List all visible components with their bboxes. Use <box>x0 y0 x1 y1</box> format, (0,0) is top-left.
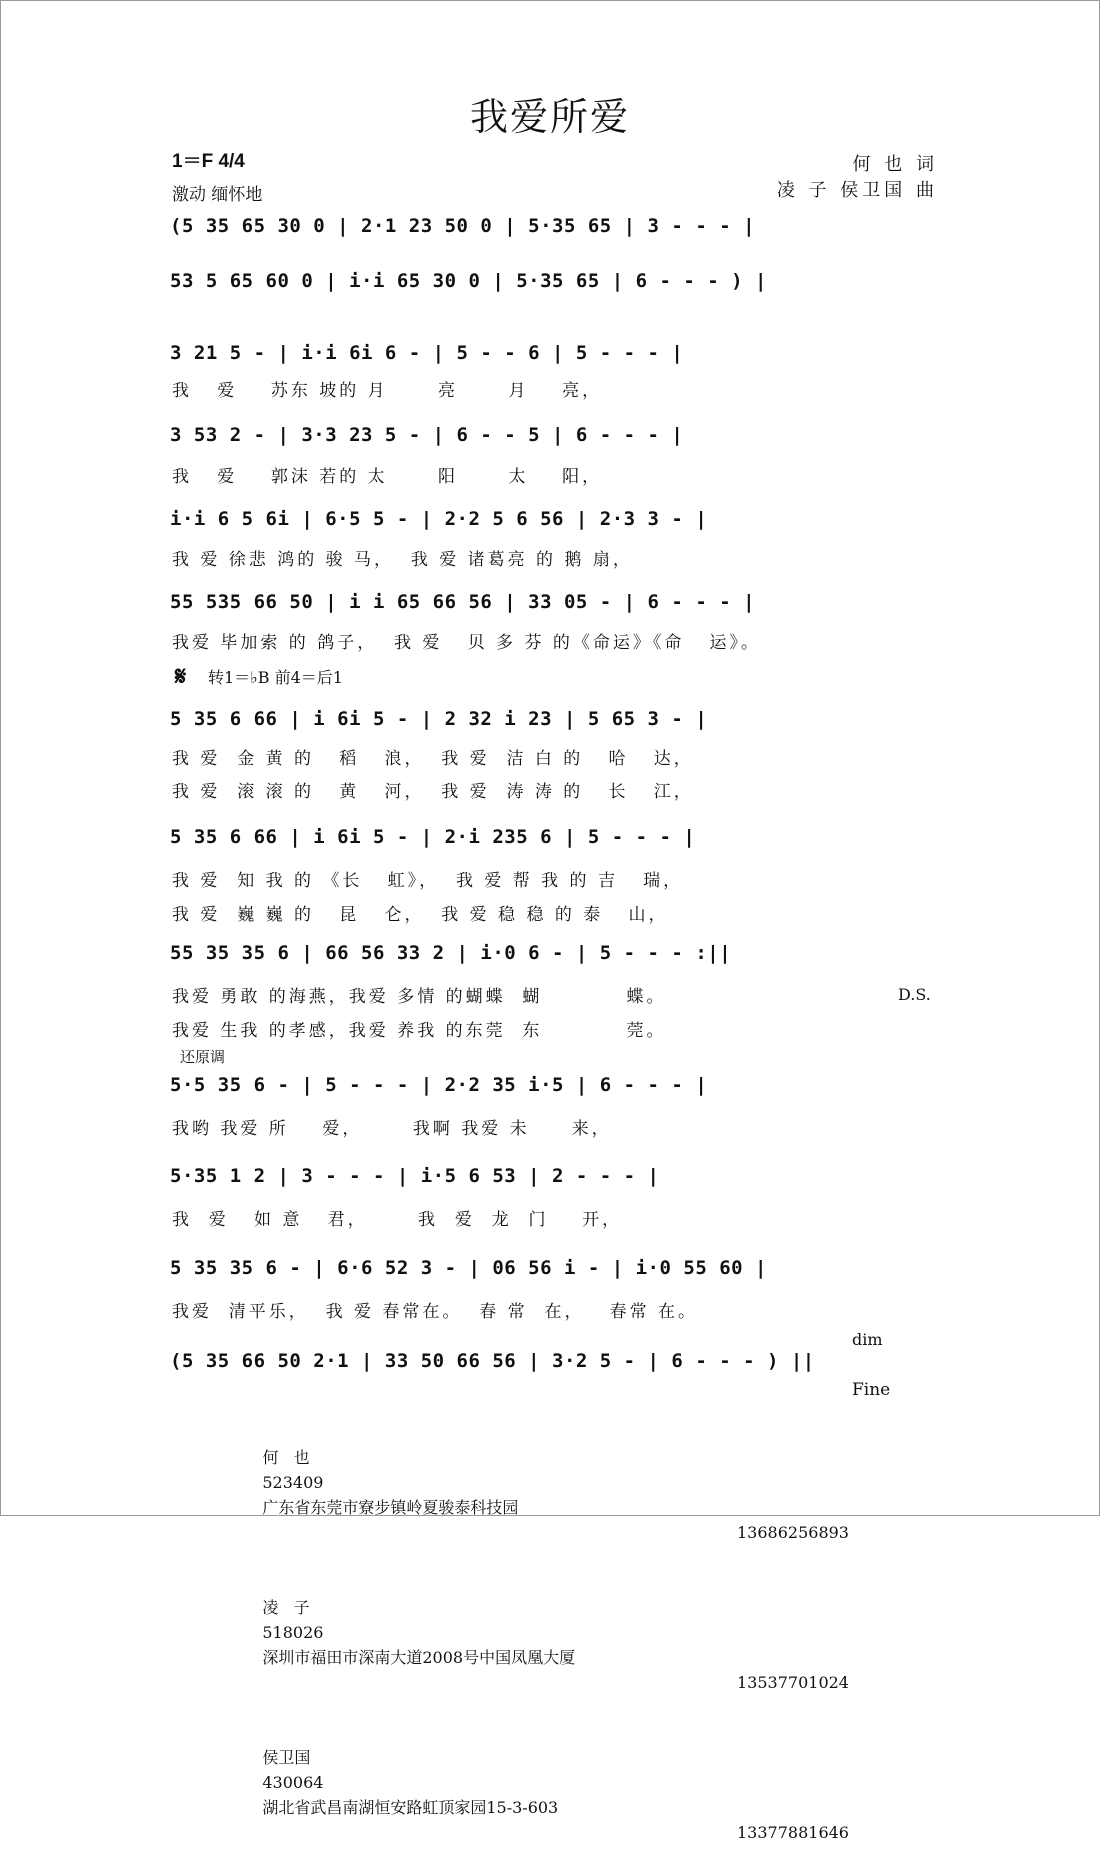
tempo-marking: 激动 缅怀地 <box>172 185 263 205</box>
contact-phone: 13377881646 <box>737 1823 849 1842</box>
notation-line: 5 35 35 6 - | 6·6 52 3 - | 06 56 i - | i·0 55 60 | <box>170 1257 767 1279</box>
contact-row <box>242 1570 849 1720</box>
composer-credit: 凌 子 侯卫国 曲 <box>776 180 938 201</box>
contact-row <box>242 1720 849 1870</box>
notation-line: 55 535 66 50 | i i 65 66 56 | 33 05 - | 6 - - - | <box>170 591 756 613</box>
contact-row <box>242 1420 849 1570</box>
contact-name: 侯卫国 <box>262 1748 311 1767</box>
notation-line: 5 35 6 66 | i 6i 5 - | 2·i 235 6 | 5 - - - | <box>170 826 696 848</box>
notation-line: 3 21 5 - | i·i 6i 6 - | 5 - - 6 | 5 - - - | <box>170 342 684 364</box>
contact-address: 湖北省武昌南湖恒安路虹顶家园15-3-603 <box>262 1798 559 1817</box>
notation-line: (5 35 65 30 0 | 2·1 23 50 0 | 5·35 65 | 3 - - - | <box>170 215 756 237</box>
restore-key-mark: 还原调 <box>180 1048 226 1066</box>
lyricist-credit: 何 也 词 <box>852 154 938 175</box>
dim-mark: dim <box>852 1330 883 1349</box>
notation-line: 5 35 6 66 | i 6i 5 - | 2 32 i 23 | 5 65 3 - | <box>170 708 708 730</box>
lyric-line: 我爱 清平乐， 我 爱 春常在。 春 常 在， 春常 在。 <box>172 1302 699 1322</box>
notation-line: 53 5 65 60 0 | i·i 65 30 0 | 5·35 65 | 6 - - - ) | <box>170 270 767 292</box>
lyric-line: 我爱 勇敢 的海燕，我爱 多情 的蝴蝶 蝴 蝶。 <box>172 987 667 1007</box>
ds-mark: D.S. <box>898 985 931 1004</box>
lyric-line: 我 爱 如 意 君， 我 爱 龙 门 开， <box>172 1210 623 1230</box>
notation-line: 3 53 2 - | 3·3 23 5 - | 6 - - 5 | 6 - - - | <box>170 424 684 446</box>
lyric-line: 我 爱 知 我 的 《长 虹》， 我 爱 帮 我 的 吉 瑞， <box>172 871 684 891</box>
contact-code: 430064 <box>262 1773 324 1792</box>
contact-phone: 13686256893 <box>737 1523 849 1542</box>
contact-phone: 13537701024 <box>737 1673 849 1692</box>
lyric-line: 我爱 毕加索 的 鸽子， 我 爱 贝 多 芬 的《命运》《命 运》。 <box>172 633 762 653</box>
key-signature: 1＝F 4/4 <box>172 151 245 172</box>
lyric-line: 我 爱 郭沫 若的 太 阳 太 阳， <box>172 467 603 487</box>
contact-code: 518026 <box>262 1623 324 1642</box>
contact-code: 523409 <box>262 1473 324 1492</box>
contact-name: 何 也 <box>262 1448 310 1467</box>
modulation-mark: 转1＝♭B 前4＝后1 <box>208 668 343 687</box>
contact-address: 广东省东莞市寮步镇岭夏骏泰科技园 <box>262 1498 519 1517</box>
contact-address: 深圳市福田市深南大道2008号中国凤凰大厦 <box>262 1648 576 1667</box>
contact-list <box>242 1420 849 1870</box>
lyric-line: 我 爱 巍 巍 的 昆 仑， 我 爱 稳 稳 的 泰 山， <box>172 905 669 925</box>
lyric-line: 我 爱 苏东 坡的 月 亮 月 亮， <box>172 381 603 401</box>
lyric-line: 我哟 我爱 所 爱， 我啊 我爱 未 来， <box>172 1119 612 1139</box>
segno-sign: 𝄋 <box>175 662 187 692</box>
contact-name: 凌 子 <box>262 1598 310 1617</box>
notation-line: 5·5 35 6 - | 5 - - - | 2·2 35 i·5 | 6 - - - | <box>170 1074 708 1096</box>
lyric-line: 我 爱 滚 滚 的 黄 河， 我 爱 涛 涛 的 长 江， <box>172 782 694 802</box>
notation-line: (5 35 66 50 2·1 | 33 50 66 56 | 3·2 5 - | 6 - - - ) || <box>170 1350 815 1372</box>
notation-line: i·i 6 5 6i | 6·5 5 - | 2·2 5 6 56 | 2·3 3 - | <box>170 508 708 530</box>
song-title: 我爱所爱 <box>469 95 630 139</box>
notation-line: 55 35 35 6 | 66 56 33 2 | i·0 6 - | 5 - - - :|| <box>170 942 732 964</box>
lyric-line: 我爱 生我 的孝感，我爱 养我 的东莞 东 莞。 <box>172 1021 667 1041</box>
credits <box>777 152 938 204</box>
lyric-line: 我 爱 金 黄 的 稻 浪， 我 爱 洁 白 的 哈 达， <box>172 749 694 769</box>
fine-mark: Fine <box>852 1380 891 1400</box>
lyric-line: 我 爱 徐悲 鸿的 骏 马， 我 爱 诸葛亮 的 鹅 扇， <box>172 550 633 570</box>
notation-line: 5·35 1 2 | 3 - - - | i·5 6 53 | 2 - - - | <box>170 1165 660 1187</box>
